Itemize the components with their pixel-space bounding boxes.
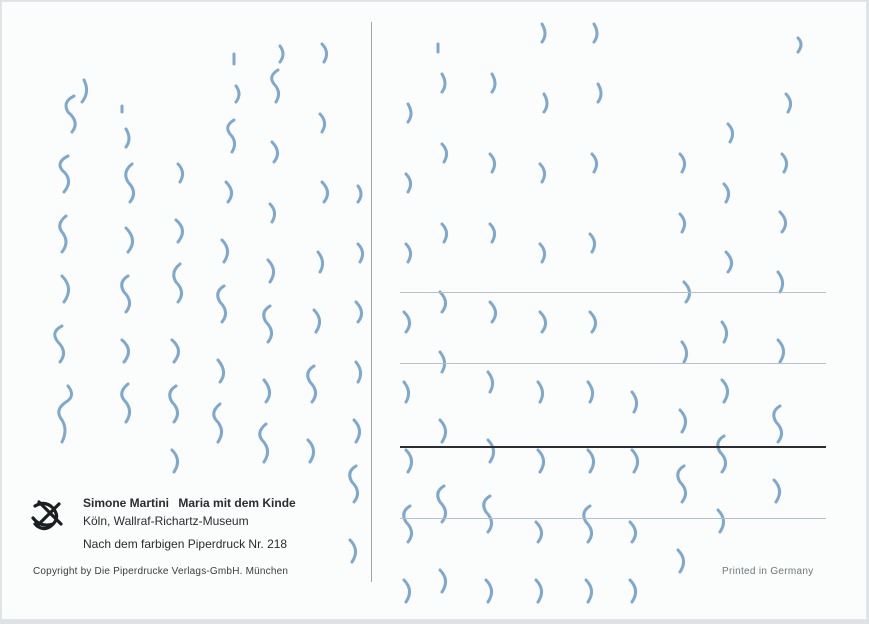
museum-location: Köln, Wallraf-Richartz-Museum xyxy=(83,514,249,528)
artist-name: Simone Martini xyxy=(83,496,170,510)
printed-in-germany: Printed in Germany xyxy=(722,566,814,577)
address-line xyxy=(400,292,826,293)
artwork-title xyxy=(83,496,296,510)
print-note: Nach dem farbigen Piperdruck Nr. 218 xyxy=(83,537,288,551)
piper-anchor-logo xyxy=(29,496,65,532)
handwritten-message xyxy=(2,2,869,624)
address-line xyxy=(400,363,826,364)
work-title: Maria mit dem Kinde xyxy=(178,496,296,510)
postcard-back xyxy=(1,1,867,620)
address-line xyxy=(400,518,826,519)
vertical-divider xyxy=(371,22,372,582)
address-line xyxy=(400,446,826,448)
copyright-notice: Copyright by Die Piperdrucke Verlags-GmbH. München xyxy=(33,566,289,577)
